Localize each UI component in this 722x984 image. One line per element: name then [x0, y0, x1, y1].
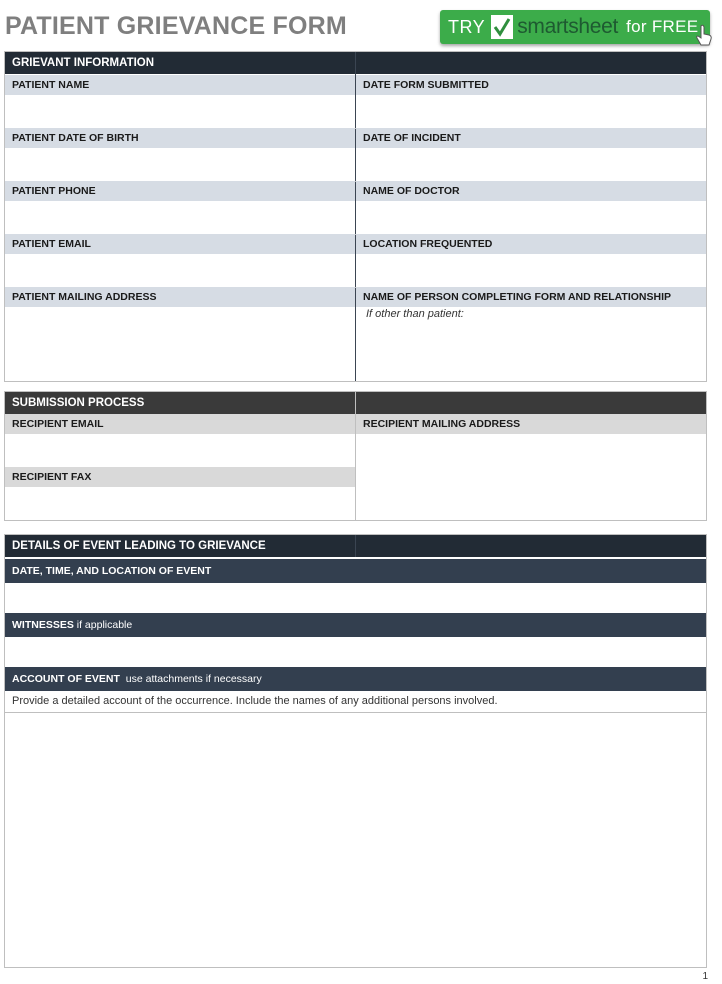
recipient-email-field[interactable]	[5, 434, 355, 467]
checkmark-icon	[491, 15, 513, 39]
promo-free-label: for FREE	[626, 17, 699, 36]
patient-email-field[interactable]	[5, 254, 355, 287]
details-header-label: DETAILS OF EVENT LEADING TO GRIEVANCE	[12, 540, 266, 552]
witnesses-label: WITNESSES	[12, 619, 74, 631]
if-other-than-patient-hint: If other than patient:	[366, 308, 464, 320]
grievant-header-label: GRIEVANT INFORMATION	[12, 57, 155, 69]
date-form-submitted-field[interactable]	[356, 95, 706, 128]
recipient-fax-label: RECIPIENT FAX	[5, 467, 355, 487]
patient-mailing-address-field[interactable]	[5, 307, 355, 381]
recipient-mailing-address-label: RECIPIENT MAILING ADDRESS	[356, 414, 706, 434]
submission-section	[4, 391, 707, 521]
details-section	[4, 534, 707, 968]
witnesses-note: if applicable	[76, 619, 133, 631]
recipient-email-label: RECIPIENT EMAIL	[5, 414, 355, 434]
date-of-incident-label: DATE OF INCIDENT	[356, 128, 706, 148]
account-of-event-note: use attachments if necessary	[125, 673, 262, 685]
try-smartsheet-button[interactable]	[440, 10, 710, 44]
page-number: 1	[702, 971, 708, 982]
recipient-mailing-address-field[interactable]	[356, 434, 706, 520]
recipient-fax-field[interactable]	[5, 487, 355, 520]
date-form-submitted-label: DATE FORM SUBMITTED	[356, 75, 706, 95]
page-title: PATIENT GRIEVANCE FORM	[5, 12, 347, 40]
patient-email-label: PATIENT EMAIL	[5, 234, 355, 254]
witnesses-header	[5, 613, 706, 637]
patient-phone-label: PATIENT PHONE	[5, 181, 355, 201]
promo-try-label: TRY	[448, 16, 486, 37]
account-instructions: Provide a detailed account of the occurrence. Include the names of any additional persons involved.	[12, 695, 498, 707]
pointer-hand-icon	[694, 24, 714, 51]
name-of-doctor-label: NAME OF DOCTOR	[356, 181, 706, 201]
date-of-incident-field[interactable]	[356, 148, 706, 181]
patient-name-label: PATIENT NAME	[5, 75, 355, 95]
patient-dob-field[interactable]	[5, 148, 355, 181]
account-of-event-header	[5, 667, 706, 691]
location-frequented-field[interactable]	[356, 254, 706, 287]
header-divider	[355, 535, 356, 557]
account-of-event-label: ACCOUNT OF EVENT	[12, 673, 120, 685]
name-completing-form-label: NAME OF PERSON COMPLETING FORM AND RELATIONSHIP	[356, 287, 706, 307]
patient-phone-field[interactable]	[5, 201, 355, 234]
submission-header-label: SUBMISSION PROCESS	[12, 397, 145, 409]
witnesses-field[interactable]	[5, 637, 706, 667]
date-time-location-label: DATE, TIME, AND LOCATION OF EVENT	[12, 565, 212, 577]
patient-dob-label: PATIENT DATE OF BIRTH	[5, 128, 355, 148]
patient-name-field[interactable]	[5, 95, 355, 128]
promo-brand-label: smartsheet	[517, 15, 619, 38]
account-of-event-field[interactable]	[5, 713, 706, 967]
date-time-location-header	[5, 559, 706, 583]
patient-mailing-address-label: PATIENT MAILING ADDRESS	[5, 287, 355, 307]
location-frequented-label: LOCATION FREQUENTED	[356, 234, 706, 254]
grievant-section	[4, 51, 707, 382]
name-of-doctor-field[interactable]	[356, 201, 706, 234]
date-time-location-field[interactable]	[5, 583, 706, 613]
